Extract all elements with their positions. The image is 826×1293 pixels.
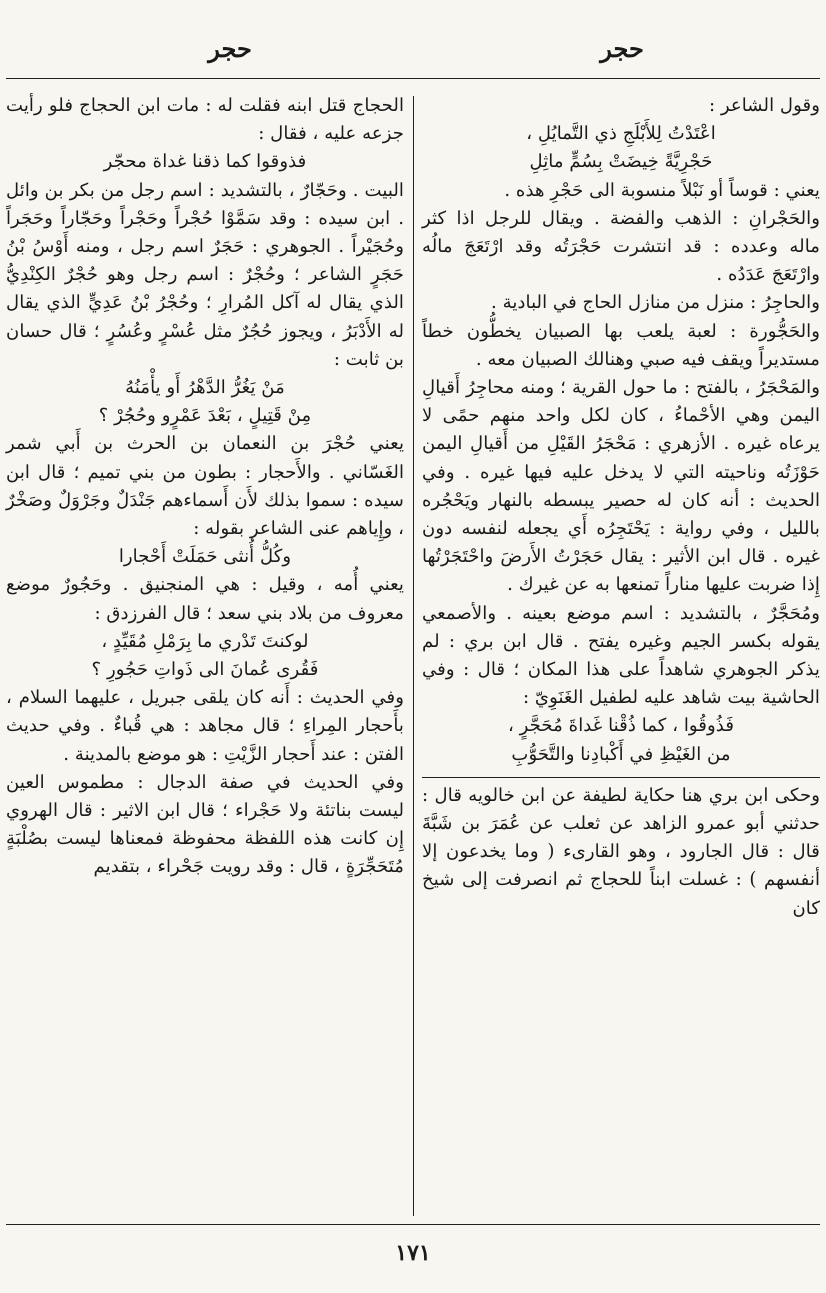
paragraph: البيت . وحَجّارٌ ، بالتشديد : اسم رجل من بكر بن وائل . ابن سيده : وقد سَمَّوْا حُجْراً وحَجْراً وحَجّاراً وحَجَراً وحُجَيْراً . الجوهري : حَجَرٌ اسم رجل ، ومنه أَوْسُ بْنُ حَجَرٍ الشاعر ؛ وحُجْرٌ : اسم رجل وهو حُجْرٌ الكِنْدِيُّ الذي يقال له آكل المُرارِ ؛ وحُجْرُ بْنُ عَدِيٍّ الذي يقال له الأَدْبَرُ ، ويجوز حُجُرٌ مثل عُسْرٍ وعُسُرٍ ؛ قال حسان بن ثابت : [6, 179, 404, 370]
section-separator [422, 777, 820, 778]
paragraph: والحَجْرانِ : الذهب والفضة . ويقال للرجل اذا كثر ماله وعدده : قد انتشرت حَجْرَتُه وقد ارْتَعَجَ مالُه وارْتَعَجَ عَدَدُه . [422, 207, 820, 286]
verse-line: مَنْ يَغُرُّ الدَّهْرُ أَو يأْمَنُهُ [125, 377, 285, 399]
paragraph: والحاجِرُ : منزل من منازل الحاج في البادية . [491, 292, 820, 314]
paragraph: ومُحَجَّرٌ ، بالتشديد : اسم موضع بعينه . والأصمعي يقوله بكسر الجيم وغيره يفتح . قال ابن بري : لم يذكر الجوهري شاهداً على هذا المكان ؛ قال : وفي الحاشية بيت شاهد عليه لطفيل الغَنَوِيّ : [422, 602, 820, 709]
headword-left: حجر [208, 34, 252, 63]
verse-line: فَذُوقُوا ، كما ذُقْنا غَداةَ مُحَجَّرٍ ، [507, 715, 735, 737]
paragraph: وحكى ابن بري هنا حكاية لطيفة عن ابن خالويه قال : حدثني أبو عمرو الزاهد عن ثعلب عن عُمَرَ بن شَبَّةَ قال : قال الجارود ، وهو القارىء ( وما يخدعون إلا أنفسهم ) : غسلت ابناً للحجاج ثم انصرفت إلى شيخ كان [422, 784, 820, 919]
page-header [0, 34, 826, 74]
verse-line: فذوقوا كما ذقنا غداة محجّر [103, 151, 307, 173]
verse-line: اعْتَدْتُ لِلأَبْلَجِ ذي التَّمايُلِ ، [526, 123, 716, 145]
verse-line: مِنْ قَتِيلٍ ، بَعْدَ عَمْرٍو وحُجُرْ ؟ [98, 405, 312, 427]
verse-line: وكُلُّ أُنثى حَمَلَتْ أَحْجارا [118, 546, 292, 568]
paragraph: يعني حُجْرَ بن النعمان بن الحرث بن أَبي شمر الغَسّاني . والأَحجار : بطون من بني تميم ؛ قال ابن سيده : سموا بذلك لأَن أَسماءهم جَنْدَلٌ وجَرْوَلٌ وصَخْرٌ ، وإِياهم عنى الشاعر بقوله : [6, 433, 404, 540]
page-number: ١٧١ [395, 1240, 431, 1266]
verse-line: حَجْرِيَّةً خِيضَتْ بِسُمٍّ ماثِلِ [529, 151, 713, 173]
paragraph: والمَحْجَرُ ، بالفتح : ما حول القرية ؛ ومنه محاجِرُ أَقيالِ اليمن وهي الأحْماءُ ، كان لكل واحد منهم حمًى لا يرعاه غيره . الأزهري : مَحْجَرُ القَيْلِ من أَقيالِ اليمن حَوْزَتُه وناحيته التي لا يدخل عليه فيها غيره . وفي الحديث : أنه كان له حصير يبسطه بالنهار ويَحْجُره بالليل ، وفي رواية : يَحْتَجِرُه أَي يجعله لنفسه دون غيره . قال ابن الأثير : يقال حَجَرْتُ الأَرضَ واحْتَجَرْتُها إِذا ضربت عليها مناراً تمنعها به عن غيرك . [422, 377, 820, 596]
headword-right: حجر [600, 34, 644, 63]
left-column [6, 92, 404, 882]
header-rule [6, 78, 820, 79]
column-divider [413, 96, 414, 1216]
paragraph: والحَجُّورة : لعبة يلعب بها الصبيان يخطُّون خطاً مستديراً ويقف فيه صبي وهنالك الصبيان معه . [422, 320, 820, 370]
paragraph: الحجاج قتل ابنه فقلت له : مات ابن الحجاج فلو رأيت جزعه عليه ، فقال : [6, 95, 404, 145]
paragraph: وقول الشاعر : [708, 95, 820, 116]
right-column [422, 92, 820, 923]
paragraph: يعني : قوساً أو نَبْلاً منسوبة الى حَجْرِ هذه . [504, 179, 820, 201]
footer-rule [6, 1224, 820, 1225]
verse-line: فَقُرى عُمانَ الى ذَواتِ حَجُورِ ؟ [91, 659, 319, 681]
paragraph: وفي الحديث في صفة الدجال : مطموس العين ليست بناتئة ولا حَجْراء ؛ قال ابن الاثير : قال الهروي إِن كانت هذه اللفظة محفوظة فمعناها ليست بصُلْبَةٍ مُتَحَجِّرَةٍ ، قال : وقد رويت جَحْراء ، بتقديم [6, 771, 404, 878]
paragraph: وفي الحديث : أَنه كان يلقى جبريل ، عليهما السلام ، بأَحجار المِراءِ ؛ قال مجاهد : هي قُباءٌ . وفي حديث الفتن : عند أَحجار الزَّيْتِ : هو موضع بالمدينة . [6, 687, 404, 765]
verse-line: لوكنتَ تَدْري ما بِرَمْلِ مُقَيِّدٍ ، [101, 630, 309, 652]
verse-line: من الغَيْظِ في أَكْبادِنا والتَّحَوُّبِ [511, 743, 731, 765]
paragraph: يعني أُمه ، وقيل : هي المنجنيق . وحَجُورٌ موضع معروف من بلاد بني سعد ؛ قال الفرزدق : [6, 574, 404, 624]
